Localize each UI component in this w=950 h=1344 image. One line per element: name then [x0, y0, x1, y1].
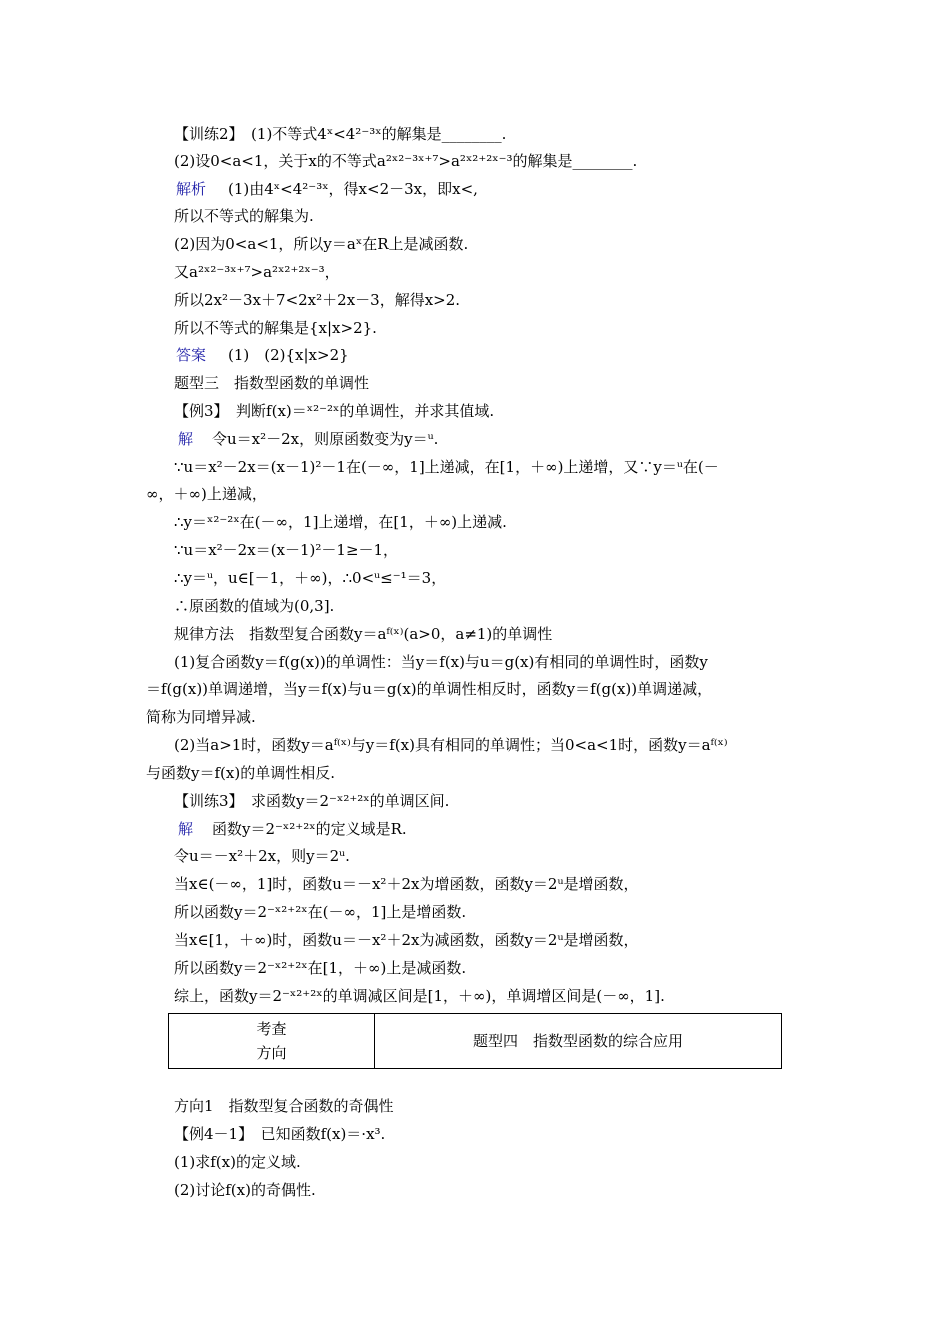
analysis-step-2: (2)因为0<a<1，所以y＝aˣ在R上是减函数. [174, 235, 469, 253]
example-3-question: 【例3】 判断f(x)＝ˣ²⁻²ˣ的单调性，并求其值域. [174, 402, 495, 420]
analysis-solution-set-1: 所以不等式的解集为. [174, 207, 314, 225]
example-4-1-question: 【例4－1】 已知函数f(x)＝·x³. [174, 1125, 386, 1143]
training-3-domain: 函数y＝2⁻ˣ²⁺²ˣ的定义域是R. [212, 820, 407, 838]
analysis-step-1: (1)由4ˣ<4²⁻³ˣ，得x<2－3x，即x<, [228, 180, 478, 198]
table-label-line-2: 方向 [256, 1044, 287, 1062]
training-3-case-2: 当x∈[1，＋∞)时，函数u＝－x²＋2x为减函数，函数y＝2ᵘ是增函数， [174, 931, 639, 949]
table-topic-cell: 题型四 指数型函数的综合应用 [472, 1032, 683, 1050]
training-3-question: 【训练3】 求函数y＝2⁻ˣ²⁺²ˣ的单调区间. [174, 792, 450, 810]
example-3-step-4: ∵u＝x²－2x＝(x－1)²－1≥－1， [174, 541, 399, 559]
analysis-inequality: 又a²ˣ²⁻³ˣ⁺⁷>a²ˣ²⁺²ˣ⁻³， [174, 263, 340, 281]
answer-text: (1) (2){x|x>2} [228, 346, 349, 364]
training-3-case-1-result: 所以函数y＝2⁻ˣ²⁺²ˣ在(－∞，1]上是增函数. [174, 903, 467, 921]
training-3-conclusion: 综上，函数y＝2⁻ˣ²⁺²ˣ的单调减区间是[1，＋∞)，单调增区间是(－∞，1]. [174, 987, 665, 1005]
rule-method-2: (2)当a>1时，函数y＝aᶠ⁽ˣ⁾与y＝f(x)具有相同的单调性；当0<a<1时，函数y＝aᶠ⁽ˣ⁾ [174, 736, 728, 754]
rule-method-1: (1)复合函数y＝f(g(x))的单调性：当y＝f(x)与u＝g(x)有相同的单调性时，函数y [174, 653, 708, 671]
exam-direction-table [168, 1013, 782, 1069]
table-label-cell [169, 1014, 375, 1068]
example-3-step-1: 令u＝x²－2x，则原函数变为y＝ᵘ. [212, 430, 439, 448]
analysis-solution-set-2: 所以不等式的解集是{x|x>2}. [174, 319, 377, 337]
rule-method-1-summary: 简称为同增异减. [146, 708, 256, 726]
example-3-step-2: ∵u＝x²－2x＝(x－1)²－1在(－∞，1]上递减，在[1，＋∞)上递增，又∵y＝ᵘ在(－ [174, 458, 719, 476]
direction-1-heading: 方向1 指数型复合函数的奇偶性 [174, 1097, 394, 1115]
example-4-1-part-1: (1)求f(x)的定义域. [174, 1153, 301, 1171]
training-2-question-1: 【训练2】 (1)不等式4ˣ<4²⁻³ˣ的解集是________. [174, 125, 507, 143]
example-4-1-part-2: (2)讨论f(x)的奇偶性. [174, 1181, 316, 1199]
training-3-substitution: 令u＝－x²＋2x，则y＝2ᵘ. [174, 847, 350, 865]
example-3-step-3: ∴y＝ˣ²⁻²ˣ在(－∞，1]上递增，在[1，＋∞)上递减. [174, 513, 507, 531]
section-3-heading: 题型三 指数型函数的单调性 [174, 374, 370, 392]
rule-method-1-cont: ＝f(g(x))单调递增，当y＝f(x)与u＝g(x)的单调性相反时，函数y＝f(g(x))单调递减， [146, 680, 713, 698]
analysis-solve: 所以2x²－3x＋7<2x²＋2x－3，解得x>2. [174, 291, 461, 309]
analysis-label: 解析 [176, 180, 207, 198]
answer-label: 答案 [176, 346, 207, 364]
training-3-case-1: 当x∈(－∞，1]时，函数u＝－x²＋2x为增函数，函数y＝2ᵘ是增函数， [174, 875, 639, 893]
solution-label-1: 解 [178, 430, 194, 448]
example-3-range: ∴原函数的值域为(0,3]. [174, 597, 335, 615]
solution-label-2: 解 [178, 820, 194, 838]
example-3-step-5: ∴y＝ᵘ，u∈[－1，＋∞)，∴0<ᵘ≤⁻¹＝3， [174, 569, 447, 587]
training-2-question-2: (2)设0<a<1，关于x的不等式a²ˣ²⁻³ˣ⁺⁷>a²ˣ²⁺²ˣ⁻³的解集是________. [174, 152, 638, 170]
example-3-step-2-cont: ∞，＋∞)上递减， [146, 485, 267, 503]
training-3-case-2-result: 所以函数y＝2⁻ˣ²⁺²ˣ在[1，＋∞)上是减函数. [174, 959, 467, 977]
table-label-line-1: 考查 [256, 1020, 287, 1038]
rule-method-2-cont: 与函数y＝f(x)的单调性相反. [146, 764, 335, 782]
rule-method-heading: 规律方法 指数型复合函数y＝aᶠ⁽ˣ⁾(a>0，a≠1)的单调性 [174, 625, 553, 643]
